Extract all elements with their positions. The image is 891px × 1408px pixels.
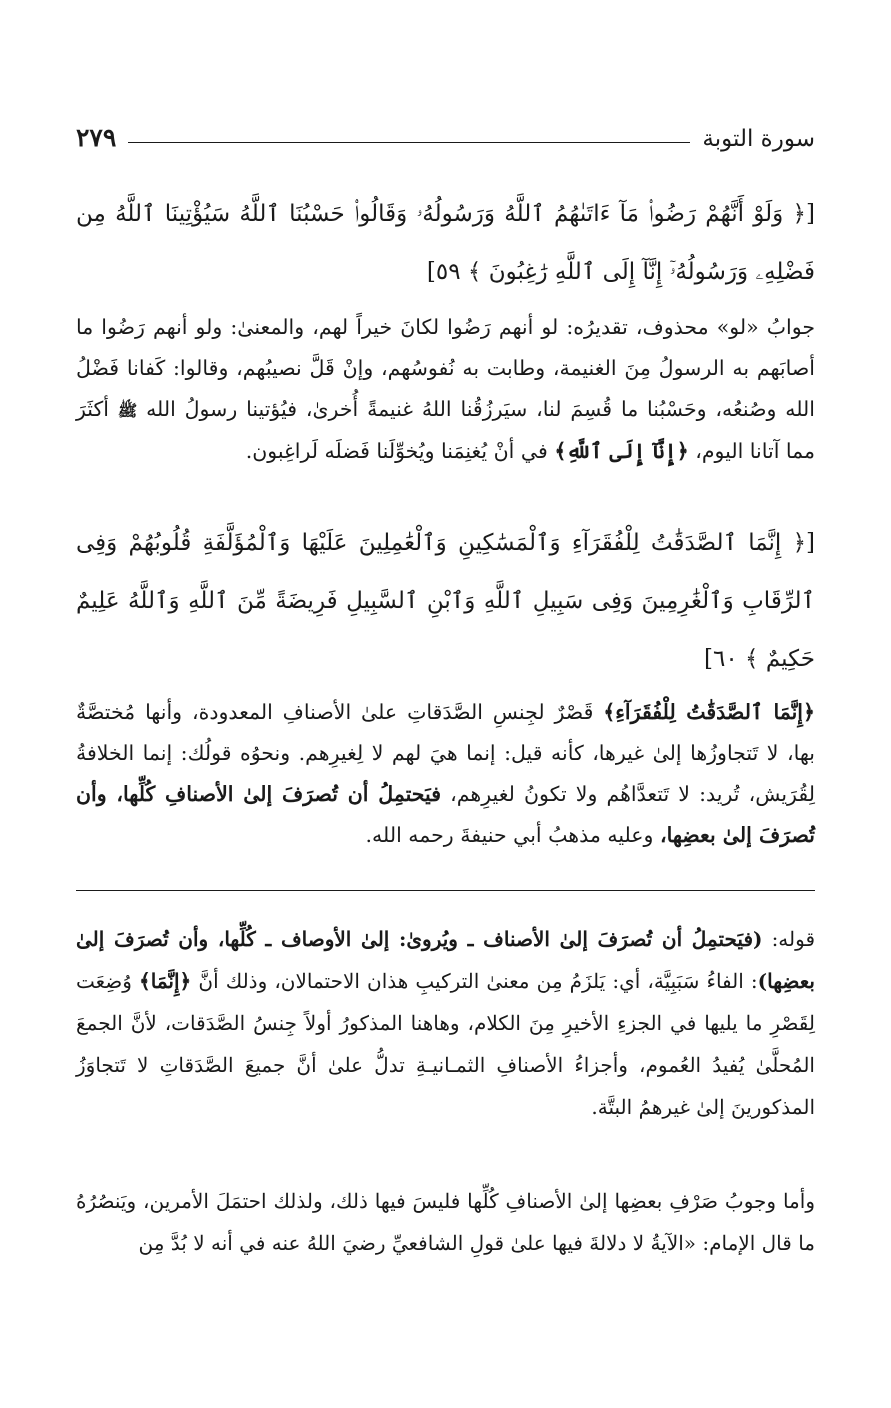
verse-open-bracket: [﴿ (792, 201, 815, 227)
page-header (76, 112, 815, 152)
paragraph-text: في أنْ يُغنِمَنا ويُخوِّلَنا فَضلَه لَراغِبون. (245, 439, 548, 463)
quran-quote: ﴿إِنَّمَا﴾ (139, 969, 192, 993)
quran-quote: ﴿إِنَّآ إِلَى ٱللَّهِ﴾ (554, 439, 689, 463)
note-text: وأما وجوبُ صَرْفِ بعضِها إلىٰ الأصنافِ كُلِّها فليسَ فيها ذلك، ولذلك احتمَلَ الأمرين، ويَنصُرُهُ ما قال الإمام: «الآيةُ لا دلالةَ فيها علىٰ قولِ الشافعيِّ رضيَ اللهُ عنه في أنه لا بُدَّ مِن (76, 1189, 815, 1255)
paragraph-text: قَصْرٌ لجِنسِ الصَّدَقاتِ علىٰ الأصنافِ المعدودة، وأنها مُختصَّةٌ بها، لا تَتجاوزُها إلىٰ غيرها، كأنه قيل: إنما هيَ لهم لا لِغيرِهم. ونحوُه قولُك: إنما الخلافةُ لِقُرَيش، تُريد: لا تَتعدَّاهُم ولا تكونُ لغيرِهم، (76, 700, 815, 806)
verse-59 (76, 185, 815, 301)
paragraph-text: أكثَرَ مما آتانا اليوم، (76, 397, 815, 463)
footnote-separator (76, 890, 815, 891)
footnote-paragraph-2 (76, 1180, 815, 1264)
bold-text: فيَحتمِلُ أن تُصرَفَ إلىٰ الأصنافِ كُلِّها، وأن تُصرَفَ إلىٰ بعضِها، (76, 782, 815, 847)
note-text: : الفاءُ سَبَبِيَّة، أي: يَلزَمُ مِن معنىٰ التركيبِ هذان الاحتمالان، وذلك أنَّ (198, 969, 758, 993)
quran-quote: ﴿إِنَّمَا ٱلصَّدَقَٰتُ لِلْفُقَرَآءِ﴾ (603, 700, 815, 724)
paragraph-text: جوابُ «لو» محذوف، تقديرُه: لو أنهم رَضُوا لكانَ خيراً لهم، والمعنىٰ: ولو أنهم رَضُوا ما أصابَهم به الرسولُ مِنَ الغنيمة، وطابت به نُفوسُهم، وإنْ قَلَّ نصيبُهم، وقالوا: كَفانا فَضْلُ الله وصُنعُه، وحَسْبُنا ما قُسِمَ لنا، سيَرزُقُنا اللهُ غنيمةً أُخرىٰ، فيُؤتينا رسولُ الله (76, 315, 815, 421)
header-rule (128, 142, 690, 143)
note-lead: قوله: (771, 927, 816, 951)
bold-quote: (فيَحتمِلُ أن تُصرَفَ إلىٰ الأصناف ـ ويُروىٰ: إلىٰ الأوصاف ـ كُلِّها، وأن تُصرَفَ إلىٰ بعضِها) (76, 927, 815, 993)
verse-60 (76, 514, 815, 688)
document-page (76, 0, 815, 1408)
commentary-paragraph-2 (76, 692, 815, 856)
paragraph-text: وعليه مذهبُ أبي حنيفةَ رحمه الله. (365, 823, 654, 847)
verse-open-bracket: [﴿ (792, 530, 816, 556)
footnote-paragraph-1 (76, 918, 815, 1128)
note-text: وُضِعَت لِقَصْرِ ما يليها في الجزءِ الأخيرِ مِنَ الكلام، وهاهنا المذكورُ أولاً جِنسُ الصَّدَقات، لأنَّ الجمعَ المُحلَّىٰ يُفيدُ العُموم، وأجزاءُ الأصنافِ الثمـانيـةِ تدلُّ علىٰ أنَّ جميعَ الصَّدَقاتِ لا تَتجاوَزُ المذكورينَ إلىٰ غيرهمُ البتَّة. (76, 969, 815, 1119)
salla-glyph: ﷺ (117, 401, 138, 420)
page-number: ٢٧٩ (76, 123, 117, 152)
verse-close-bracket: ﴾ ٥٩] (426, 259, 482, 285)
verse-text: إِنَّمَا ٱلصَّدَقَٰتُ لِلْفُقَرَآءِ وَٱلْمَسَٰكِينِ وَٱلْعَٰمِلِينَ عَلَيْهَا وَٱلْمُؤَلَّفَةِ قُلُوبُهُمْ وَفِى ٱلرِّقَابِ وَٱلْغَٰرِمِينَ وَفِى سَبِيلِ ٱللَّهِ وَٱبْنِ ٱلسَّبِيلِ فَرِيضَةً مِّنَ ٱللَّهِ وَٱللَّهُ عَلِيمٌ حَكِيمٌ (76, 530, 815, 672)
surah-name: سورة التوبة (702, 126, 815, 152)
commentary-paragraph-1 (76, 307, 815, 472)
verse-text: وَلَوْ أَنَّهُمْ رَضُوا۟ مَآ ءَاتَىٰهُمُ ٱللَّهُ وَرَسُولُهُۥ وَقَالُوا۟ حَسْبُنَا ٱللَّهُ سَيُؤْتِينَا ٱللَّهُ مِن فَضْلِهِۦ وَرَسُولُهُۥٓ إِنَّآ إِلَى ٱللَّهِ رَٰغِبُونَ (76, 201, 815, 285)
verse-close-bracket: ﴾ ٦٠] (704, 646, 759, 672)
